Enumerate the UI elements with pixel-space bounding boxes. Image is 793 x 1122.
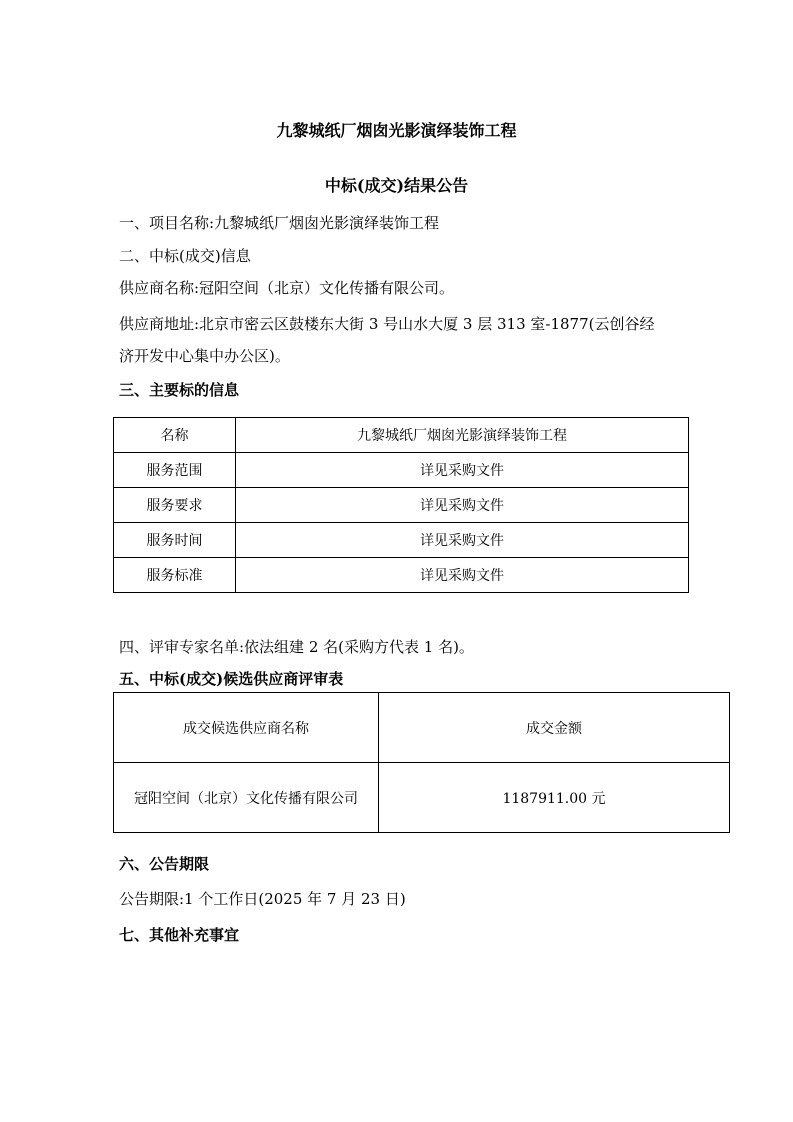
section-notice-period-heading: 六、公告期限 (119, 855, 210, 873)
table-cell-value: 详见采购文件 (236, 488, 689, 523)
table-header-supplier: 成交候选供应商名称 (114, 693, 379, 763)
supplier-name: 供应商名称:冠阳空间（北京）文化传播有限公司。 (119, 279, 455, 297)
document-subtitle: 中标(成交)结果公告 (324, 176, 469, 195)
table-row (114, 418, 689, 453)
notice-period: 公告期限:1 个工作日(2025 年 7 月 23 日) (119, 890, 406, 908)
table-cell-label: 服务要求 (114, 488, 236, 523)
table-row (114, 523, 689, 558)
section-candidate-review-heading: 五、中标(成交)候选供应商评审表 (119, 670, 344, 688)
section-experts: 四、评审专家名单:依法组建 2 名(采购方代表 1 名)。 (119, 638, 474, 656)
table-cell-value: 详见采购文件 (236, 453, 689, 488)
table-cell-amount: 1187911.00 元 (379, 763, 730, 833)
table-cell-value: 详见采购文件 (236, 558, 689, 593)
table-cell-label: 服务标准 (114, 558, 236, 593)
section-main-subject-heading: 三、主要标的信息 (119, 381, 240, 399)
table-header-amount: 成交金额 (379, 693, 730, 763)
table-cell-supplier: 冠阳空间（北京）文化传播有限公司 (114, 763, 379, 833)
table-row (114, 488, 689, 523)
section-other-heading: 七、其他补充事宜 (119, 926, 240, 944)
table-row (114, 453, 689, 488)
table-header-row (114, 693, 730, 763)
table-cell-label: 服务范围 (114, 453, 236, 488)
table-row (114, 558, 689, 593)
candidate-review-table (113, 692, 730, 833)
supplier-address-line-2: 济开发中心集中办公区)。 (119, 347, 290, 365)
table-row (114, 763, 730, 833)
table-cell-value: 九黎城纸厂烟囱光影演绎装饰工程 (236, 418, 689, 453)
supplier-address-line-1: 供应商地址:北京市密云区鼓楼东大街 3 号山水大厦 3 层 313 室-1877(云创谷经 (119, 315, 655, 333)
section-award-info-heading: 二、中标(成交)信息 (119, 247, 251, 265)
document-title: 九黎城纸厂烟囱光影演绎装饰工程 (276, 121, 517, 140)
table-cell-label: 名称 (114, 418, 236, 453)
section-project-name: 一、项目名称:九黎城纸厂烟囱光影演绎装饰工程 (119, 214, 440, 232)
table-cell-label: 服务时间 (114, 523, 236, 558)
table-cell-value: 详见采购文件 (236, 523, 689, 558)
main-subject-table (113, 417, 689, 593)
